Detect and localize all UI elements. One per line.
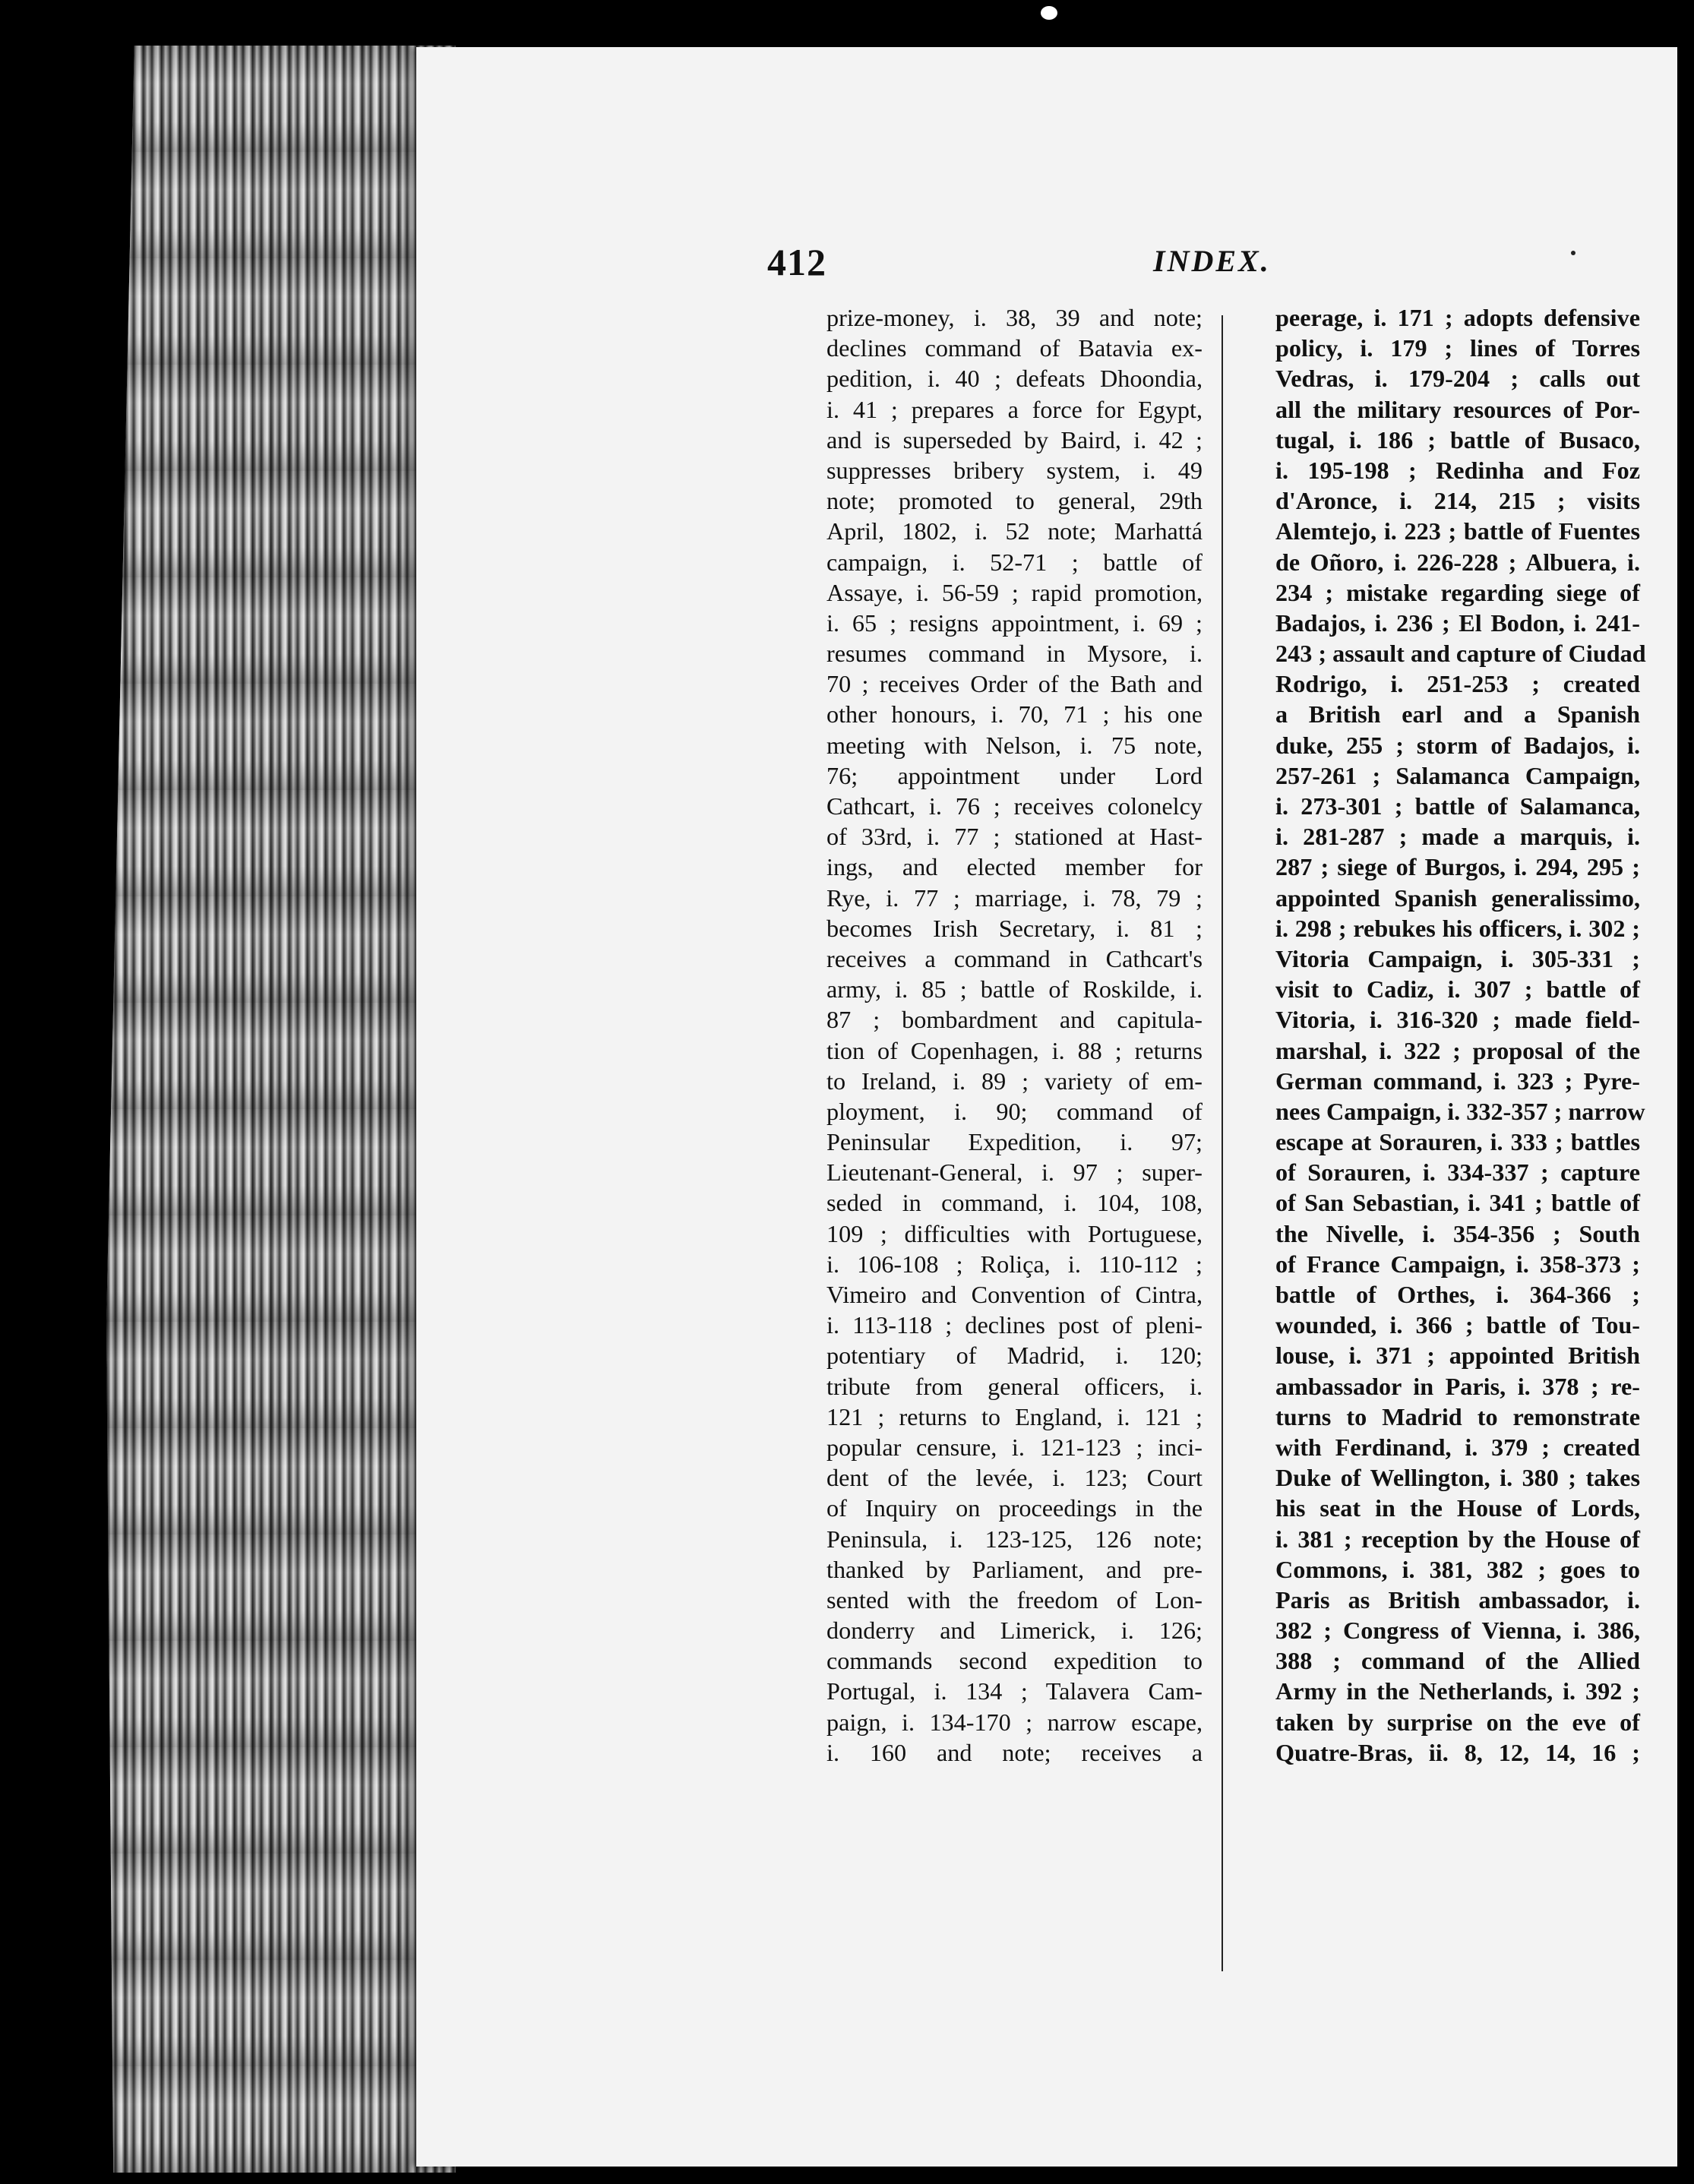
index-entry-left-line: sented with the freedom of Lon- — [826, 1585, 1203, 1614]
index-entry-right-line: Rodrigo, i. 251-253 ; created — [1275, 670, 1640, 698]
index-column-right — [1275, 302, 1646, 1768]
index-entry-right-line: with Ferdinand, i. 379 ; created — [1275, 1433, 1640, 1461]
index-entry-right-line: i. 381 ; reception by the House of — [1275, 1525, 1640, 1553]
index-entry-right-line: all the military resources of Por- — [1275, 395, 1640, 423]
index-entry-right-line: of Sorauren, i. 334-337 ; capture — [1275, 1158, 1640, 1187]
index-entry-left-line: pedition, i. 40 ; defeats Dhoondia, — [826, 365, 1203, 393]
index-entry-left-line: tion of Copenhagen, i. 88 ; returns — [826, 1036, 1203, 1064]
index-entry-left-line: 70 ; receives Order of the Bath and — [826, 670, 1203, 698]
index-entry-right-line: peerage, i. 171 ; adopts defensive — [1275, 304, 1640, 331]
index-entry-left-line: i. 65 ; resigns appointment, i. 69 ; — [826, 608, 1203, 637]
index-entry-right-line: i. 195-198 ; Redinha and Foz — [1275, 456, 1640, 484]
index-entry-left-line: tribute from general officers, i. — [826, 1372, 1203, 1400]
index-entry-right-line: 382 ; Congress of Vienna, i. 386, — [1275, 1617, 1640, 1645]
index-entry-right-line: de Oñoro, i. 226-228 ; Albuera, i. — [1275, 548, 1640, 576]
index-entry-left-line: declines command of Batavia ex- — [826, 334, 1203, 362]
index-entry-left-line: resumes command in Mysore, i. — [826, 640, 1203, 668]
index-entry-right-line: Quatre-Bras, ii. 8, 12, 14, 16 ; — [1275, 1738, 1640, 1766]
index-entry-left-line: other honours, i. 70, 71 ; his one — [826, 700, 1203, 729]
scan-speck — [1571, 251, 1575, 255]
index-entry-right-line: Commons, i. 381, 382 ; goes to — [1275, 1555, 1640, 1583]
index-entry-left-line: Peninsula, i. 123-125, 126 note; — [826, 1525, 1203, 1553]
index-entry-left-line: note; promoted to general, 29th — [826, 487, 1203, 515]
index-entry-right-line: i. 281-287 ; made a marquis, i. — [1275, 823, 1640, 851]
index-entry-left-line: April, 1802, i. 52 note; Marhattá — [826, 517, 1203, 545]
index-entry-right-line: Vitoria Campaign, i. 305-331 ; — [1275, 944, 1640, 972]
index-entry-left-line: Vimeiro and Convention of Cintra, — [826, 1281, 1203, 1308]
index-entry-left-line: becomes Irish Secretary, i. 81 ; — [826, 914, 1203, 942]
index-entry-right-line: tugal, i. 186 ; battle of Busaco, — [1275, 425, 1640, 454]
index-entry-left-line: i. 41 ; prepares a force for Egypt, — [826, 395, 1203, 423]
index-entry-left-line: meeting with Nelson, i. 75 note, — [826, 731, 1203, 759]
running-title: INDEX. — [1153, 244, 1271, 278]
index-entry-right-line: Badajos, i. 236 ; El Bodon, i. 241- — [1275, 608, 1640, 637]
index-entry-left-line: 109 ; difficulties with Portuguese, — [826, 1219, 1203, 1247]
index-entry-right-line: 257-261 ; Salamanca Campaign, — [1275, 761, 1640, 789]
index-entry-right-line: i. 273-301 ; battle of Salamanca, — [1275, 792, 1640, 820]
page-header — [767, 240, 1664, 286]
index-entry-left-line: 76; appointment under Lord — [826, 761, 1203, 789]
book-page-edges — [106, 46, 456, 2173]
index-entry-left-line: i. 106-108 ; Roliça, i. 110-112 ; — [826, 1250, 1203, 1278]
index-entry-left-line: to Ireland, i. 89 ; variety of em- — [826, 1067, 1203, 1095]
scan-speck — [1041, 6, 1057, 20]
index-entry-right-line: wounded, i. 366 ; battle of Tou- — [1275, 1311, 1640, 1339]
index-entry-right-line: 234 ; mistake regarding siege of — [1275, 578, 1640, 606]
index-entry-right-line: Duke of Wellington, i. 380 ; takes — [1275, 1464, 1640, 1492]
index-entry-left-line: donderry and Limerick, i. 126; — [826, 1617, 1203, 1645]
index-entry-left-line: ployment, i. 90; command of — [826, 1097, 1203, 1125]
index-column-left — [826, 302, 1203, 1768]
index-entry-left-line: paign, i. 134-170 ; narrow escape, — [826, 1708, 1203, 1736]
index-entry-right-line: Vedras, i. 179-204 ; calls out — [1275, 365, 1640, 393]
index-entry-left-line: i. 160 and note; receives a — [826, 1738, 1203, 1766]
index-entry-right-line: ambassador in Paris, i. 378 ; re- — [1275, 1372, 1640, 1400]
index-entry-left-line: Peninsular Expedition, i. 97; — [826, 1128, 1203, 1156]
index-entry-left-line: thanked by Parliament, and pre- — [826, 1555, 1203, 1583]
index-entry-right-line: of San Sebastian, i. 341 ; battle of — [1275, 1189, 1640, 1217]
index-entry-right-line: louse, i. 371 ; appointed British — [1275, 1342, 1640, 1370]
index-entry-right-line: turns to Madrid to remonstrate — [1275, 1402, 1640, 1430]
index-entry-left-line: seded in command, i. 104, 108, — [826, 1189, 1203, 1217]
index-entry-right-line: Alemtejo, i. 223 ; battle of Fuentes — [1275, 517, 1640, 545]
index-entry-right-line: a British earl and a Spanish — [1275, 700, 1640, 729]
index-entry-left-line: i. 113-118 ; declines post of pleni- — [826, 1311, 1203, 1339]
index-entry-left-line: potentiary of Madrid, i. 120; — [826, 1342, 1203, 1370]
index-entry-right-line: 388 ; command of the Allied — [1275, 1647, 1640, 1675]
index-entry-left-line: receives a command in Cathcart's — [826, 944, 1203, 972]
index-entry-right-line: 243 ; assault and capture of Ciudad — [1275, 640, 1646, 668]
index-entry-left-line: Rye, i. 77 ; marriage, i. 78, 79 ; — [826, 883, 1203, 912]
index-entry-left-line: Assaye, i. 56-59 ; rapid promotion, — [826, 578, 1203, 606]
index-entry-left-line: campaign, i. 52-71 ; battle of — [826, 548, 1203, 576]
index-entry-right-line: 287 ; siege of Burgos, i. 294, 295 ; — [1275, 853, 1640, 881]
index-entry-left-line: of 33rd, i. 77 ; stationed at Hast- — [826, 823, 1203, 851]
index-entry-right-line: i. 298 ; rebukes his officers, i. 302 ; — [1275, 914, 1640, 942]
index-entry-left-line: of Inquiry on proceedings in the — [826, 1494, 1203, 1522]
page-number: 412 — [767, 241, 826, 283]
index-entry-left-line: popular censure, i. 121-123 ; inci- — [826, 1433, 1203, 1461]
index-entry-right-line: visit to Cadiz, i. 307 ; battle of — [1275, 975, 1640, 1004]
index-entry-left-line: army, i. 85 ; battle of Roskilde, i. — [826, 975, 1203, 1004]
index-entry-right-line: the Nivelle, i. 354-356 ; South — [1275, 1219, 1640, 1247]
index-entry-left-line: ings, and elected member for — [826, 853, 1203, 881]
index-entry-right-line: policy, i. 179 ; lines of Torres — [1275, 334, 1640, 362]
index-entry-left-line: prize-money, i. 38, 39 and note; — [826, 304, 1203, 331]
column-divider-rule — [1222, 315, 1223, 1971]
index-entry-left-line: dent of the levée, i. 123; Court — [826, 1464, 1203, 1492]
index-entry-right-line: duke, 255 ; storm of Badajos, i. — [1275, 731, 1640, 759]
index-entry-right-line: his seat in the House of Lords, — [1275, 1494, 1640, 1522]
index-entry-right-line: d'Aronce, i. 214, 215 ; visits — [1275, 487, 1640, 515]
index-entry-right-line: escape at Sorauren, i. 333 ; battles — [1275, 1128, 1640, 1156]
index-entry-left-line: suppresses bribery system, i. 49 — [826, 456, 1203, 484]
index-entry-left-line: commands second expedition to — [826, 1647, 1203, 1675]
index-entry-right-line: Army in the Netherlands, i. 392 ; — [1275, 1677, 1640, 1705]
index-entry-left-line: Portugal, i. 134 ; Talavera Cam- — [826, 1677, 1203, 1705]
index-entry-left-line: Cathcart, i. 76 ; receives colonelcy — [826, 792, 1203, 820]
index-entry-left-line: Lieutenant-General, i. 97 ; super- — [826, 1158, 1203, 1187]
index-entry-right-line: Paris as British ambassador, i. — [1275, 1585, 1640, 1614]
index-entry-right-line: of France Campaign, i. 358-373 ; — [1275, 1250, 1640, 1278]
index-entry-right-line: nees Campaign, i. 332-357 ; narrow — [1275, 1097, 1645, 1125]
index-entry-left-line: 87 ; bombardment and capitula- — [826, 1006, 1203, 1034]
index-entry-right-line: battle of Orthes, i. 364-366 ; — [1275, 1281, 1640, 1308]
index-entry-left-line: 121 ; returns to England, i. 121 ; — [826, 1402, 1203, 1430]
index-entry-right-line: marshal, i. 322 ; proposal of the — [1275, 1036, 1640, 1064]
index-entry-right-line: Vitoria, i. 316-320 ; made field- — [1275, 1006, 1640, 1034]
index-entry-left-line: and is superseded by Baird, i. 42 ; — [826, 425, 1203, 454]
index-entry-right-line: taken by surprise on the eve of — [1275, 1708, 1640, 1736]
index-entry-right-line: appointed Spanish generalissimo, — [1275, 883, 1640, 912]
index-entry-right-line: German command, i. 323 ; Pyre- — [1275, 1067, 1640, 1095]
